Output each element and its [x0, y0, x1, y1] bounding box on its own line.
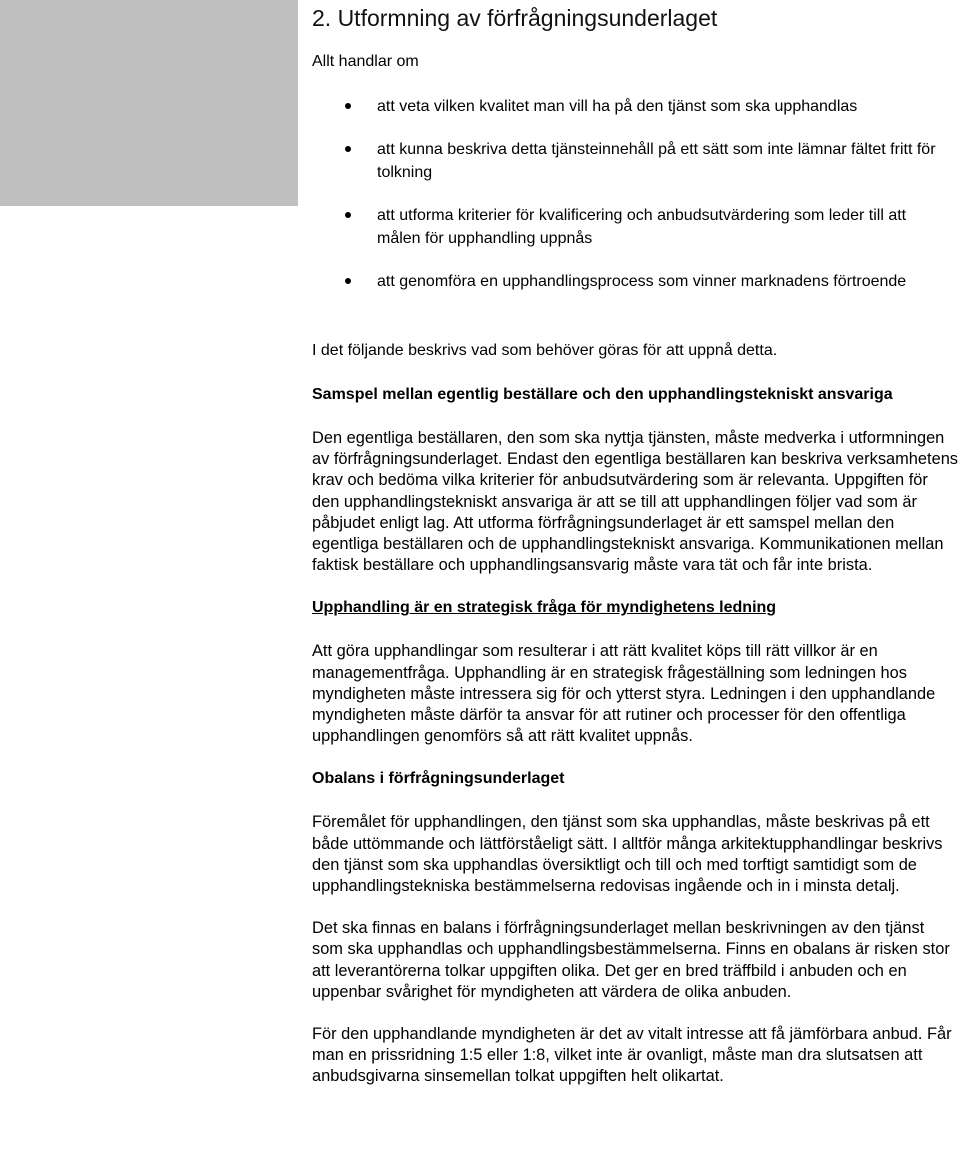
bullet-dot-icon — [345, 103, 351, 109]
section-paragraph: För den upphandlande myndigheten är det av vitalt intresse att få jämförbara anbud. Får man en prissridning 1:5 eller 1:8, vilket inte är ovanligt, måste man dra slutsatsen att anbudsgivarna sinsemellan tolkat uppgiften helt olikartat. — [312, 1025, 952, 1086]
after-bullets-text: I det följande beskrivs vad som behöver göras för att uppnå detta. — [312, 342, 778, 359]
bullet-item — [312, 95, 952, 118]
bullet-item — [312, 204, 952, 250]
content-body — [312, 384, 958, 1109]
section-paragraph: Det ska finnas en balans i förfrågningsunderlaget mellan beskrivningen av den tjänst som ska upphandlas och upphandlingsbestämmelserna. Finns en obalans är risken stor att leverantörerna tolkar uppgiften olika. Det ger en bred träffbild i anbuden och en uppenbar svårighet för myndigheten att värdera de olika anbuden. — [312, 919, 950, 1001]
bullet-dot-icon — [345, 212, 351, 218]
bullet-text: att utforma kriterier för kvalificering och anbudsutvärdering som leder till att målen för upphandling uppnås — [377, 207, 907, 247]
section-heading-strategisk: Upphandling är en strategisk fråga för myndighetens ledning — [312, 599, 777, 617]
section-heading-samspel: Samspel mellan egentlig beställare och den upphandlingstekniskt ansvariga — [312, 386, 893, 403]
section-heading-obalans: Obalans i förfrågningsunderlaget — [312, 770, 565, 788]
bullet-text: att genomföra en upphandlingsprocess som vinner marknadens förtroende — [377, 273, 907, 290]
bullet-dot-icon — [345, 146, 351, 152]
gray-margin-block — [0, 0, 298, 206]
bullet-dot-icon — [345, 278, 351, 284]
bullet-text: att kunna beskriva detta tjänsteinnehåll på ett sätt som inte lämnar fältet fritt för tolkning — [377, 141, 936, 181]
intro-text: Allt handlar om — [312, 53, 419, 70]
bullet-item — [312, 270, 952, 293]
bullet-text: att veta vilken kvalitet man vill ha på den tjänst som ska upphandlas — [377, 98, 858, 115]
section-paragraph: Den egentliga beställaren, den som ska nyttja tjänsten, måste medverka i utformningen av förfrågningsunderlaget. Endast den egentliga beställaren kan beskriva verksamhetens krav och bedöma vilka kriterier för anbudsutvärdering som är relevanta. Uppgiften för den upphandlingstekniskt ansvariga är att se till att upphandlingen följer vad som är påbjudet enligt lag. Att utforma förfrågningsunderlaget är ett samspel mellan den egentliga beställaren och de upphandlingstekniskt ansvariga. Kommunikationen mellan faktisk beställare och upphandlingsansvarig måste vara tät och får inte brista. — [312, 429, 959, 575]
bullet-list — [312, 95, 952, 313]
page-title: 2. Utformning av förfrågningsunderlaget — [312, 5, 718, 31]
bullet-item — [312, 138, 952, 184]
section-paragraph: Att göra upphandlingar som resulterar i att rätt kvalitet köps till rätt villkor är en managementfråga. Upphandling är en strategisk frågeställning som ledningen hos myndigheten måste intressera sig för och ytterst styra. Ledningen i den upphandlande myndigheten måste därför ta ansvar för att rutiner och processer för den offentliga upphandlingen genomförs så att rätt kvalitet uppnås. — [312, 642, 936, 746]
section-paragraph: Föremålet för upphandlingen, den tjänst som ska upphandlas, måste beskrivas på ett både uttömmande och lättförståeligt sätt. I alltför många arkitektupphandlingar beskrivs den tjänst som ska upphandlas översiktligt och till och med torftigt samtidigt som de upphandlingstekniska bestämmelserna redovisas ingående och in i minsta detalj. — [312, 813, 943, 896]
